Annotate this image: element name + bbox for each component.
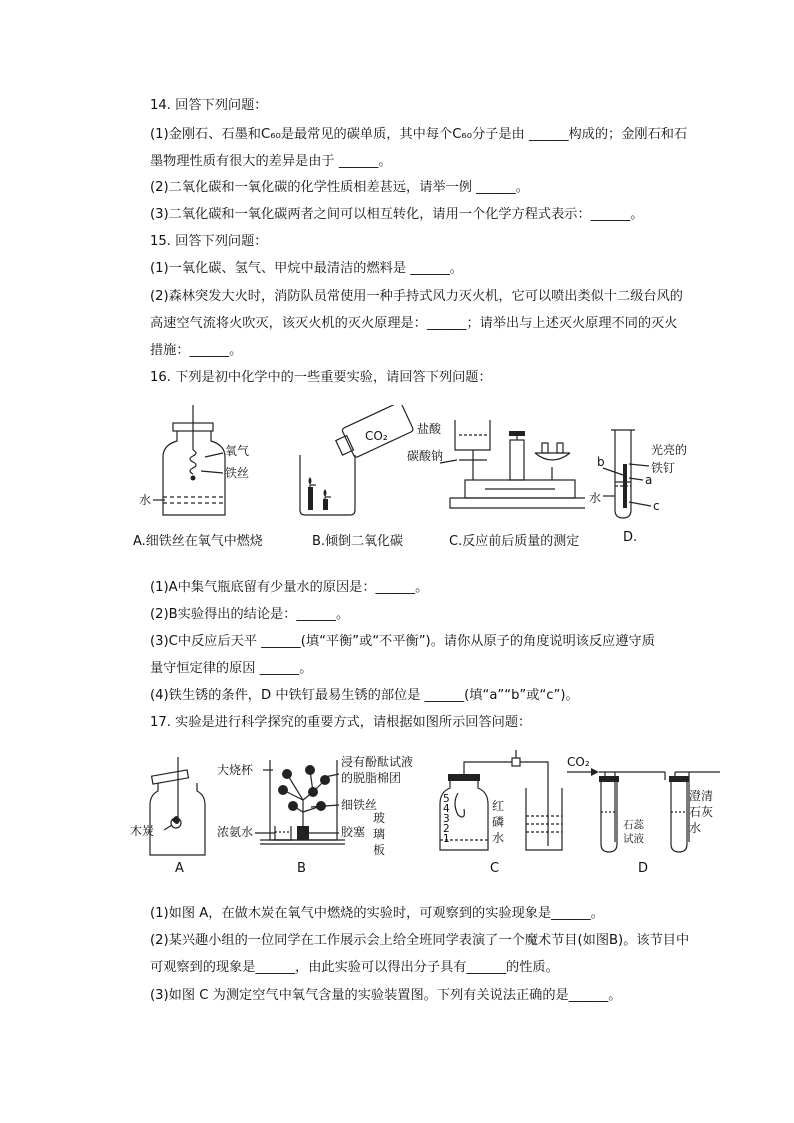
label-red: 红 <box>492 799 505 813</box>
label-acid: 盐酸 <box>417 422 442 436</box>
label-lime-1: 澄清 <box>689 789 714 803</box>
label-ammonia: 浓氨水 <box>217 825 254 839</box>
label-big-beaker: 大烧杯 <box>217 763 254 777</box>
q16-caption-d: D. <box>623 530 638 545</box>
label-co2-d: CO₂ <box>567 755 590 769</box>
q17-caption-a: A <box>175 861 184 876</box>
q17-line2: (2)某兴趣小组的一位同学在工作展示会上给全班同学表演了一个魔术节目(如图B)。该节目中 <box>150 933 690 948</box>
q16-line3: (3)C中反应后天平 ______(填“平衡”或“不平衡”)。请你从原子的角度说明该反应遵守质 <box>150 634 655 649</box>
q15-line1: (1)一氧化碳、氢气、甲烷中最清洁的燃料是 ______。 <box>150 261 463 276</box>
label-water: 水 <box>139 493 152 507</box>
q17-caption-d: D <box>638 861 649 876</box>
q14-line3: (2)二氧化碳和一氧化碳的化学性质相差甚远，请举一例 ______。 <box>150 180 529 195</box>
tick-3: 3 <box>443 813 450 825</box>
label-c: c <box>653 499 660 513</box>
label-cotton-1: 浸有酚酞试液 <box>341 755 414 769</box>
q15-line4: 措施：______。 <box>150 343 243 358</box>
label-shiny: 光亮的 <box>651 443 688 457</box>
q14-line4: (3)二氧化碳和一氧化碳两者之间可以相互转化，请用一个化学方程式表示：______。 <box>150 207 644 222</box>
label-b: b <box>597 455 605 469</box>
q17-line3: 可观察到的现象是______，由此实验可以得出分子具有______的性质。 <box>150 960 559 975</box>
tick-5: 5 <box>443 793 450 805</box>
q17-caption-c: C <box>490 861 500 876</box>
q17-caption-b: B <box>297 861 306 876</box>
q16-fig-c-balance <box>395 405 585 525</box>
tick-1: 1 <box>443 833 450 845</box>
label-sodium-carbonate: 碳酸钠 <box>407 449 444 463</box>
q17-title: 17. 实验是进行科学探究的重要方式，请根据如图所示回答问题： <box>150 715 532 730</box>
label-phosphorus: 磷 <box>492 815 505 829</box>
q17-line1: (1)如图 A，在做木炭在氧气中燃烧的实验时，可观察到的实验现象是______。 <box>150 906 604 921</box>
q16-caption-b: B.倾倒二氧化碳 <box>312 534 404 549</box>
q16-title: 16. 下列是初中化学中的一些重要实验，请回答下列问题： <box>150 370 492 385</box>
label-iron-wire-b: 细铁丝 <box>341 798 378 812</box>
label-water-d: 水 <box>589 491 602 505</box>
label-a: a <box>645 473 653 487</box>
q14-line1: (1)金刚石、石墨和C₆₀是最常见的碳单质，其中每个C₆₀分子是由 ______构成的；金刚石和石 <box>150 127 688 142</box>
q14-line2: 墨物理性质有很大的差异是由于 ______。 <box>150 154 392 169</box>
q16-fig-a-iron-combustion <box>135 405 265 525</box>
q15-line2: (2)森林突发大火时，消防队员常使用一种手持式风力灭火机，它可以喷出类似十二级台风的 <box>150 289 683 304</box>
label-cotton-2: 的脱脂棉团 <box>341 771 402 785</box>
label-water-c: 水 <box>492 831 505 845</box>
q15-title: 15. 回答下列问题： <box>150 234 268 249</box>
q16-line5: (4)铁生锈的条件，D 中铁钉最易生锈的部位是 ______(填“a”“b”或“c”)。 <box>150 688 579 703</box>
label-glass-1: 玻 <box>373 811 386 825</box>
label-glass-2: 璃 <box>373 827 386 841</box>
q16-caption-c: C.反应前后质量的测定 <box>449 534 580 549</box>
tick-2: 2 <box>443 823 450 835</box>
q15-line3: 高速空气流将火吹灭，该灭火机的灭火原理是：______；请举出与上述灭火原理不同的灭火 <box>150 316 678 331</box>
q16-line2: (2)B实验得出的结论是：______。 <box>150 607 350 622</box>
tick-4: 4 <box>443 803 450 815</box>
label-litmus-2: 试液 <box>623 833 644 845</box>
q17-fig-b-magic <box>215 752 415 862</box>
q16-line1: (1)A中集气瓶底留有少量水的原因是：______。 <box>150 580 429 595</box>
q16-caption-a: A.细铁丝在氧气中燃烧 <box>133 534 263 549</box>
q16-line4: 量守恒定律的原因 ______。 <box>150 661 313 676</box>
q17-fig-c-oxygen-content <box>430 748 570 858</box>
label-iron-wire: 铁丝 <box>225 466 250 480</box>
label-nail: 铁钉 <box>651 461 676 475</box>
label-oxygen: 氧气 <box>225 444 250 458</box>
label-glass-3: 板 <box>373 843 386 857</box>
label-litmus-1: 石蕊 <box>623 819 644 831</box>
label-lime-3: 水 <box>689 821 702 835</box>
q17-line4: (3)如图 C 为测定空气中氧气含量的实验装置图。下列有关说法正确的是______。 <box>150 988 622 1003</box>
label-co2: CO₂ <box>365 429 388 443</box>
label-lime-2: 石灰 <box>689 805 714 819</box>
q17-fig-d-co2-test <box>565 752 725 858</box>
label-stopper: 胶塞 <box>341 825 366 839</box>
q16-fig-d-nail <box>585 420 710 525</box>
label-charcoal: 木炭 <box>130 824 155 838</box>
q14-title: 14. 回答下列问题： <box>150 98 268 113</box>
